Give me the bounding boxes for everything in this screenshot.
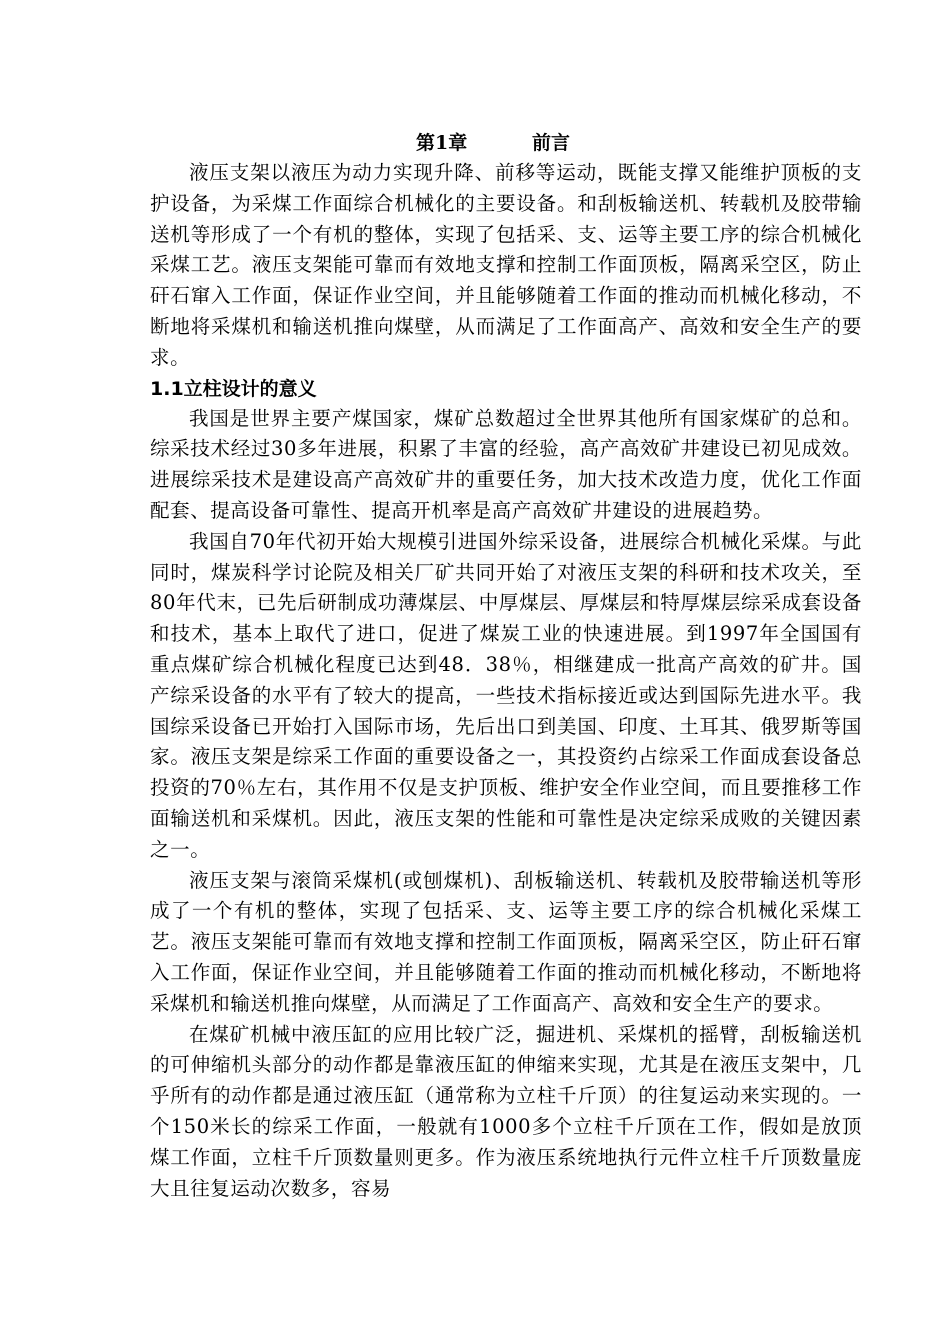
document-page [150, 128, 862, 1204]
body-paragraph: 我国自70年代初开始大规模引进国外综采设备，进展综合机械化采煤。与此同时，煤炭科学讨论院及相关厂矿共同开始了对液压支架的科研和技术攻关，至80年代末，已先后研制成功薄煤层、中厚煤层、厚煤层和特厚煤层综采成套设备和技术，基本上取代了进口，促进了煤炭工业的快速进展。到1997年全国国有重点煤矿综合机械化程度已达到48．38％，相继建成一批高产高效的矿井。国产综采设备的水平有了较大的提高，一些技术指标接近或达到国际先进水平。我国综采设备已开始打入国际市场，先后出口到美国、印度、土耳其、俄罗斯等国家。液压支架是综采工作面的重要设备之一，其投资约占综采工作面成套设备总投资的70％左右，其作用不仅是支护顶板、维护安全作业空间，而且要推移工作面输送机和采煤机。因此，液压支架的性能和可靠性是决定综采成败的关键因素之一。 [150, 529, 862, 861]
body-paragraph: 液压支架与滚筒采煤机(或刨煤机)、刮板输送机、转载机及胶带输送机等形成了一个有机的整体，实现了包括采、支、运等主要工序的综合机械化采煤工艺。液压支架能可靠而有效地支撑和控制工作面顶板，隔离采空区，防止矸石窜入工作面，保证作业空间，并且能够随着工作面的推动而机械化移动，不断地将采煤机和输送机推向煤壁，从而满足了工作面高产、高效和安全生产的要求。 [150, 868, 862, 1015]
body-paragraph: 在煤矿机械中液压缸的应用比较广泛，掘进机、采煤机的摇臂，刮板输送机的可伸缩机头部分的动作都是靠液压缸的伸缩来实现，尤其是在液压支架中，几乎所有的动作都是通过液压缸（通常称为立柱千斤顶）的往复运动来实现的。一个150米长的综采工作面，一般就有1000多个立柱千斤顶在工作，假如是放顶煤工作面，立柱千斤顶数量则更多。作为液压系统地执行元件立柱千斤顶数量庞大且往复运动次数多，容易 [150, 1022, 862, 1200]
chapter-number: 第1章 [416, 132, 468, 154]
intro-paragraph: 液压支架以液压为动力实现升降、前移等运动，既能支撑又能维护顶板的支护设备，为采煤工作面综合机械化的主要设备。和刮板输送机、转载机及胶带输送机等形成了一个有机的整体，实现了包括采、支、运等主要工序的综合机械化采煤工艺。液压支架能可靠而有效地支撑和控制工作面顶板，隔离采空区，防止矸石窜入工作面，保证作业空间，并且能够随着工作面的推动而机械化移动，不断地将采煤机和输送机推向煤壁，从而满足了工作面高产、高效和安全生产的要求。 [150, 161, 862, 369]
body-paragraph: 我国是世界主要产煤国家，煤矿总数超过全世界其他所有国家煤矿的总和。综采技术经过30多年进展，积累了丰富的经验，高产高效矿井建设已初见成效。进展综采技术是建设高产高效矿井的重要任务，加大技术改造力度，优化工作面配套、提高设备可靠性、提高开机率是高产高效矿井建设的进展趋势。 [150, 406, 862, 522]
chapter-heading [150, 128, 862, 158]
chapter-title: 前言 [532, 132, 571, 154]
section-heading: 1.1立柱设计的意义 [150, 377, 317, 400]
